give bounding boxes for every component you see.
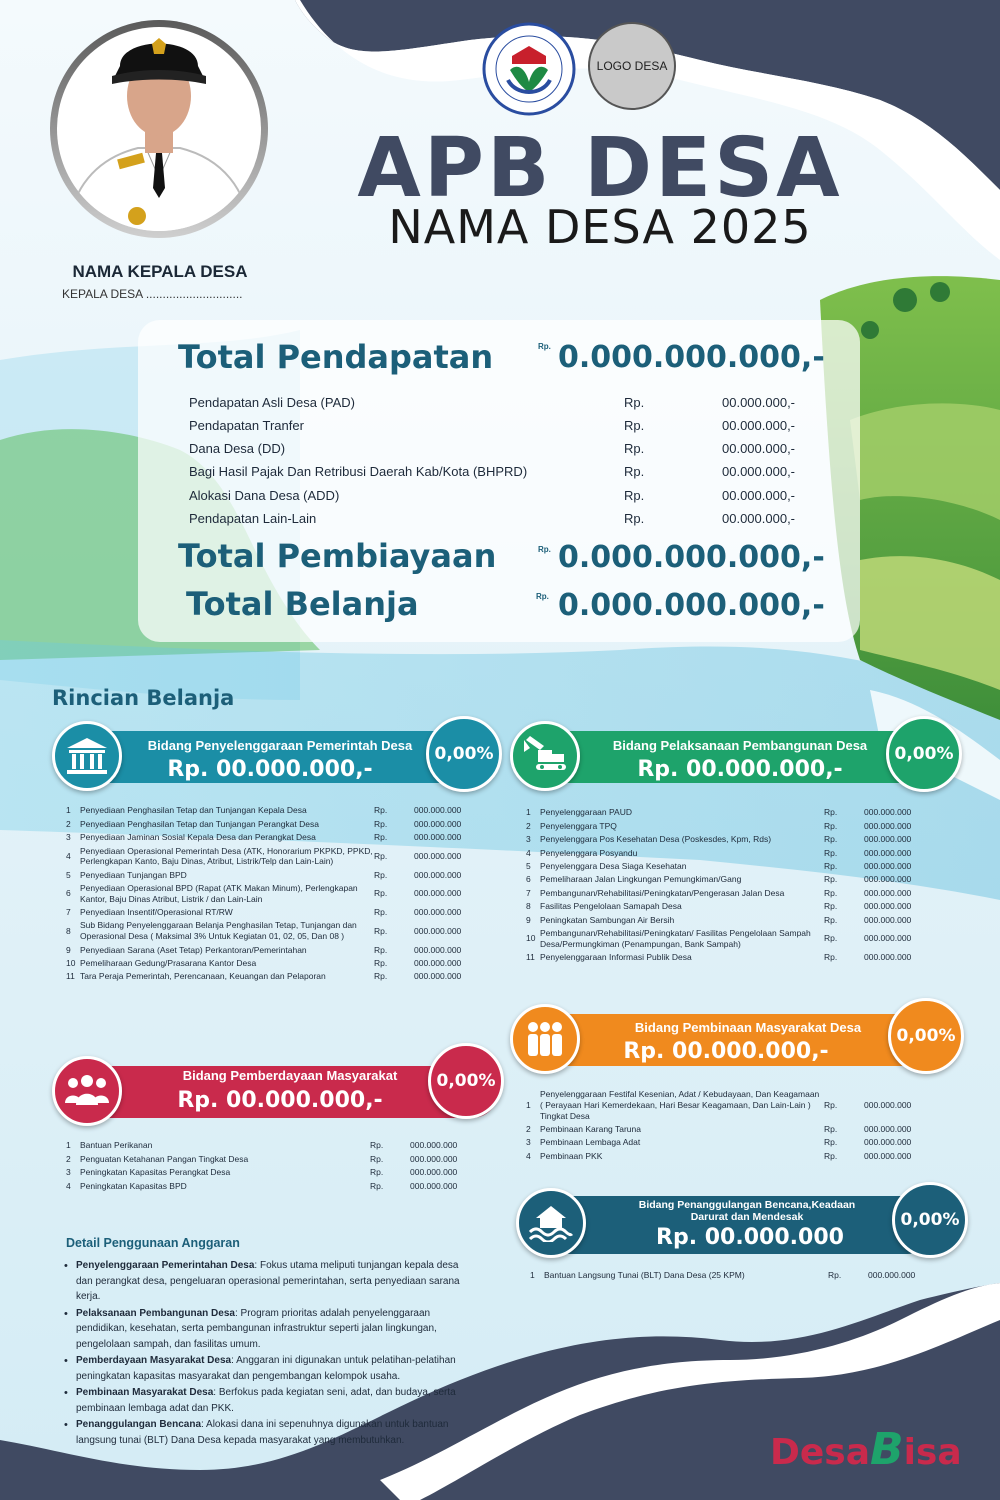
item-rp: Rp. — [374, 971, 388, 982]
item-value: 000.000.000 — [864, 847, 912, 858]
item-label: Penyediaan Insentif/Operasional RT/RW — [80, 907, 233, 918]
brand-letter-b-icon: B — [870, 1424, 904, 1475]
items-table-pembangunan — [526, 806, 916, 964]
table-row — [526, 1123, 916, 1136]
item-label: Penyediaan Operasional BPD (Rapat (ATK Makan Minum), Perlengkapan Kantor, Baju Dinas Atribut, Listrik / dan Lain-Lain — [80, 883, 358, 904]
item-value: 000.000.000 — [864, 887, 912, 898]
item-rp: Rp. — [374, 818, 388, 829]
item-number: 3 — [66, 1167, 71, 1178]
income-item-rp: Rp. — [624, 395, 645, 410]
item-number: 1 — [526, 1100, 531, 1111]
flood-house-icon — [516, 1188, 586, 1258]
item-rp: Rp. — [824, 1137, 838, 1148]
item-value: 000.000.000 — [864, 933, 912, 944]
section-amount-pembangunan: Rp. 00.000.000,- — [637, 757, 843, 782]
item-rp: Rp. — [824, 807, 838, 818]
item-number: 6 — [66, 888, 71, 899]
detail-desc: : Anggaran ini digunakan untuk pelatihan-pelatihan peningkatan kapasitas masyarakat dan pengembangan kelompok usaha. — [76, 1355, 456, 1382]
item-label: Pembinaan PKK — [540, 1150, 603, 1161]
table-row — [66, 943, 466, 956]
item-number: 2 — [66, 818, 71, 829]
item-rp: Rp. — [824, 1124, 838, 1135]
item-rp: Rp. — [374, 869, 388, 880]
table-row — [526, 1088, 916, 1123]
community-group-icon — [52, 1056, 122, 1126]
table-row — [526, 846, 916, 859]
item-number: 2 — [526, 1124, 531, 1135]
item-rp: Rp. — [824, 887, 838, 898]
item-rp: Rp. — [828, 1270, 842, 1281]
item-label: Penyelenggaraan PAUD — [540, 807, 632, 818]
income-item-rp: Rp. — [624, 441, 645, 456]
item-value: 000.000.000 — [414, 888, 462, 899]
income-item-value: 00.000.000,- — [722, 441, 796, 456]
table-row — [526, 806, 916, 819]
item-rp: Rp. — [824, 952, 838, 963]
item-number: 11 — [526, 952, 535, 963]
item-number: 3 — [66, 832, 71, 843]
detail-title: Detail Penggunaan Anggaran — [66, 1236, 240, 1250]
item-rp: Rp. — [370, 1153, 384, 1164]
table-row — [66, 1139, 462, 1152]
table-row — [526, 951, 916, 964]
item-number: 5 — [66, 869, 71, 880]
total-pembiayaan-rp: Rp. — [538, 545, 551, 554]
item-number: 1 — [66, 805, 71, 816]
table-row — [66, 804, 466, 817]
section-amount-pembinaan: Rp. 00.000.000,- — [623, 1039, 829, 1064]
list-item — [62, 1258, 462, 1305]
income-item-label: Bagi Hasil Pajak Dan Retribusi Daerah Kab/Kota (BHPRD) — [189, 464, 528, 479]
item-number: 1 — [66, 1140, 71, 1151]
table-row — [66, 1152, 462, 1165]
item-rp: Rp. — [824, 861, 838, 872]
item-number: 4 — [66, 1180, 71, 1191]
item-value: 000.000.000 — [414, 869, 462, 880]
brand-part-isa: isa — [903, 1432, 962, 1473]
item-label: Pemeliharaan Gedung/Prasarana Kantor Desa — [80, 957, 257, 968]
item-label: Bantuan Langsung Tunai (BLT) Dana Desa (25 KPM) — [544, 1270, 745, 1281]
rincian-belanja-title: Rincian Belanja — [52, 686, 235, 710]
section-title-pembinaan: Bidang Pembinaan Masyarakat Desa — [634, 1020, 862, 1035]
section-title-pemberdayaan: Bidang Pemberdayaan Masyarakat — [182, 1068, 398, 1083]
village-head-name: NAMA KEPALA DESA — [72, 262, 248, 281]
section-title-bencana: Bidang Penanggulangan Bencana,Keadaan Darurat dan Mendesak — [638, 1199, 856, 1223]
item-rp: Rp. — [374, 832, 388, 843]
poster-title: APB DESA — [357, 121, 843, 216]
item-number: 7 — [66, 907, 71, 918]
item-number: 7 — [526, 887, 531, 898]
desabisa-logo — [770, 1424, 970, 1480]
item-rp: Rp. — [374, 907, 388, 918]
excavator-icon — [510, 721, 580, 791]
section-percent-pembinaan: 0,00% — [888, 998, 964, 1074]
item-value: 000.000.000 — [864, 861, 912, 872]
item-rp: Rp. — [374, 850, 388, 861]
item-value: 000.000.000 — [864, 834, 912, 845]
table-row — [66, 882, 466, 906]
table-row — [530, 1269, 920, 1282]
income-item-value: 00.000.000,- — [722, 464, 796, 479]
table-row — [66, 1166, 462, 1179]
item-label: Penyediaan Penghasilan Tetap dan Tunjangan Perangkat Desa — [80, 818, 319, 829]
section-title-pemerintahan: Bidang Penyelenggaraan Pemerintah Desa — [147, 738, 413, 753]
income-item-value: 00.000.000,- — [722, 511, 796, 526]
table-row — [526, 886, 916, 899]
item-value: 000.000.000 — [410, 1167, 458, 1178]
item-value: 000.000.000 — [864, 1150, 912, 1161]
item-value: 000.000.000 — [414, 832, 462, 843]
detail-desc: : Program prioritas adalah penyelenggaraan pendidikan, kesehatan, serta pembangunan infrastruktur seperti jalan lingkungan, pengelolaan sampah, dan fasilitas umum. — [76, 1307, 437, 1350]
section-percent-bencana: 0,00% — [892, 1182, 968, 1258]
items-table-bencana — [530, 1269, 920, 1282]
detail-term: Penyelenggaraan Pemerintahan Desa — [76, 1260, 255, 1271]
table-row — [66, 970, 466, 983]
item-value: 000.000.000 — [414, 957, 462, 968]
detail-term: Pembinaan Masyarakat Desa — [76, 1387, 214, 1398]
item-number: 8 — [526, 901, 531, 912]
item-number: 3 — [526, 1137, 531, 1148]
section-amount-pemberdayaan: Rp. 00.000.000,- — [177, 1088, 383, 1113]
items-table-pemberdayaan — [66, 1139, 462, 1193]
item-rp: Rp. — [374, 888, 388, 899]
section-percent-pemberdayaan: 0,00% — [428, 1043, 504, 1119]
item-label: Penyelenggara Posyandu — [540, 847, 638, 858]
items-table-pemerintahan — [66, 804, 466, 983]
item-value: 000.000.000 — [410, 1153, 458, 1164]
item-value: 000.000.000 — [410, 1180, 458, 1191]
item-rp: Rp. — [824, 820, 838, 831]
item-label: Fasilitas Pengelolaan Samapah Desa — [540, 901, 682, 912]
detail-term: Pelaksanaan Pembangunan Desa — [76, 1307, 235, 1319]
item-rp: Rp. — [374, 944, 388, 955]
income-item-rp: Rp. — [624, 464, 645, 479]
list-item — [62, 1385, 462, 1416]
item-rp: Rp. — [824, 914, 838, 925]
item-label: Tara Peraja Pemerintah, Perencanaan, Keuangan dan Pelaporan — [80, 971, 326, 982]
item-number: 5 — [526, 861, 531, 872]
income-item-label: Pendapatan Asli Desa (PAD) — [189, 395, 355, 410]
item-value: 000.000.000 — [864, 1137, 912, 1148]
brand-part-desa: Desa — [770, 1432, 871, 1473]
government-building-icon — [52, 721, 122, 791]
item-value: 000.000.000 — [410, 1140, 458, 1151]
income-item-rp: Rp. — [624, 488, 645, 503]
item-label: Pembangunan/Rehabilitasi/Peningkatan/Pengerasan Jalan Desa — [540, 887, 785, 898]
table-row — [66, 1179, 462, 1192]
item-number: 2 — [66, 1153, 71, 1164]
people-group-icon — [510, 1004, 580, 1074]
item-value: 000.000.000 — [414, 818, 462, 829]
item-number: 9 — [526, 914, 531, 925]
item-number: 10 — [526, 933, 536, 944]
table-row — [526, 860, 916, 873]
item-label: Bantuan Perikanan — [80, 1140, 153, 1151]
item-value: 000.000.000 — [414, 925, 462, 936]
item-number: 2 — [526, 820, 531, 831]
detail-term: Penanggulangan Bencana — [76, 1419, 202, 1430]
detail-term: Pemberdayaan Masyarakat Desa — [76, 1355, 232, 1366]
item-label: Pembinaan Karang Taruna — [540, 1124, 641, 1135]
item-label: Penyelenggaraan Informasi Publik Desa — [540, 952, 692, 963]
item-label: Peningkatan Kapasitas BPD — [80, 1180, 187, 1191]
table-row — [66, 817, 466, 830]
detail-list — [62, 1258, 462, 1449]
village-logo-placeholder: LOGO DESA — [588, 22, 676, 110]
section-percent-pemerintahan: 0,00% — [426, 716, 502, 792]
table-row — [526, 927, 916, 951]
table-row — [66, 868, 466, 881]
item-value: 000.000.000 — [864, 1124, 912, 1135]
item-number: 6 — [526, 874, 531, 885]
list-item — [62, 1306, 462, 1353]
item-value: 000.000.000 — [864, 952, 912, 963]
table-row — [526, 1136, 916, 1149]
income-item-rp: Rp. — [624, 418, 645, 433]
table-row — [526, 819, 916, 832]
item-value: 000.000.000 — [414, 850, 462, 861]
section-percent-pembangunan: 0,00% — [886, 716, 962, 792]
list-item — [62, 1353, 462, 1384]
table-row — [526, 913, 916, 926]
item-value: 000.000.000 — [864, 874, 912, 885]
item-label: Peningkatan Kapasitas Perangkat Desa — [80, 1167, 231, 1178]
item-value: 000.000.000 — [868, 1270, 916, 1281]
item-label: Penguatan Ketahanan Pangan Tingkat Desa — [80, 1153, 249, 1164]
item-number: 1 — [530, 1270, 535, 1281]
poster-subtitle: NAMA DESA 2025 — [388, 200, 812, 254]
detail-desc: : Alokasi dana ini sepenuhnya digunakan untuk bantuan langsung tunai (BLT) Dana Desa kepada masyarakat yang membutuhkan. — [76, 1419, 449, 1446]
table-row — [526, 900, 916, 913]
item-rp: Rp. — [374, 957, 388, 968]
item-value: 000.000.000 — [864, 914, 912, 925]
ministry-logo — [482, 22, 576, 116]
item-label: Penyediaan Penghasilan Tetap dan Tunjangan Kepala Desa — [80, 805, 307, 816]
item-label: Penyelenggara Pos Kesehatan Desa (Poskesdes, Kpm, Rds) — [540, 834, 772, 845]
item-rp: Rp. — [374, 925, 388, 936]
item-label: Pembangunan/Rehabilitasi/Peningkatan/ Fasilitas Pengelolaan Sampah Desa/Permungkiman (Penampungan, Bank Sampah) — [540, 928, 811, 949]
total-pembiayaan-label: Total Pembiayaan — [178, 537, 497, 575]
item-label: Penyelenggara Desa Siaga Kesehatan — [540, 861, 687, 872]
total-belanja-label: Total Belanja — [186, 585, 419, 623]
item-label: Penyediaan Operasional Pemerintah Desa (ATK, Honorarium PKPKD, PPKD, Perlengkapan Kanto, Baju Dinas, Atribut, Listrik/Telp dan Lain-Lain) — [80, 845, 373, 867]
total-belanja-value: 0.000.000.000,- — [558, 588, 825, 623]
item-label: Penyediaan Jaminan Sosial Kepala Desa dan Perangkat Desa — [80, 832, 316, 843]
section-amount-pemerintahan: Rp. 00.000.000,- — [167, 757, 373, 782]
section-amount-bencana: Rp. 00.000.000 — [656, 1225, 844, 1250]
item-label: Sub Bidang Penyelenggaraan Belanja Penghasilan Tetap, Tunjangan dan Operasional Desa ( Maksimal 3% Untuk Kegiatan 01, 02, 05, Dan 08 ) — [80, 920, 357, 942]
income-item-label: Pendapatan Tranfer — [189, 418, 304, 433]
table-row — [526, 873, 916, 886]
income-item-label: Dana Desa (DD) — [189, 441, 286, 456]
income-item-value: 00.000.000,- — [722, 418, 796, 433]
item-number: 4 — [66, 850, 71, 861]
table-row — [66, 844, 466, 868]
item-value: 000.000.000 — [414, 944, 462, 955]
item-number: 9 — [66, 944, 71, 955]
income-item-value: 00.000.000,- — [722, 488, 796, 503]
item-value: 000.000.000 — [864, 1100, 912, 1111]
item-rp: Rp. — [370, 1140, 384, 1151]
item-rp: Rp. — [824, 1150, 838, 1161]
item-label: Penyediaan Tunjangan BPD — [80, 869, 187, 880]
total-pendapatan-value: 0.000.000.000,- — [558, 340, 825, 375]
item-value: 000.000.000 — [864, 820, 912, 831]
item-label: Penyelenggara TPQ — [540, 820, 617, 831]
total-pendapatan-rp: Rp. — [538, 342, 551, 351]
table-row — [526, 833, 916, 846]
total-pendapatan-label: Total Pendapatan — [178, 338, 494, 376]
list-item — [62, 1417, 462, 1448]
item-rp: Rp. — [824, 847, 838, 858]
item-rp: Rp. — [370, 1180, 384, 1191]
item-number: 4 — [526, 847, 531, 858]
item-number: 11 — [66, 971, 75, 982]
item-value: 000.000.000 — [414, 907, 462, 918]
item-value: 000.000.000 — [864, 807, 912, 818]
table-row — [66, 831, 466, 844]
section-title-pembangunan: Bidang Pelaksanaan Pembangunan Desa — [612, 738, 868, 753]
item-number: 8 — [66, 925, 71, 936]
item-value: 000.000.000 — [864, 901, 912, 912]
item-value: 000.000.000 — [414, 805, 462, 816]
total-belanja-rp: Rp. — [536, 592, 549, 601]
item-value: 000.000.000 — [414, 971, 462, 982]
item-number: 1 — [526, 807, 531, 818]
table-row — [526, 1149, 916, 1162]
item-rp: Rp. — [824, 901, 838, 912]
table-row — [66, 957, 466, 970]
item-rp: Rp. — [370, 1167, 384, 1178]
total-pembiayaan-value: 0.000.000.000,- — [558, 540, 825, 575]
item-label: Penyelenggaraan Festifal Kesenian, Adat / Kebudayaan, Dan Keagamaan ( Perayaan Hari Kemerdekaan, Hari Besar Keagamaan, Dan Lain-Lain ) Tingkat Desa — [540, 1089, 820, 1121]
items-table-pembinaan — [526, 1088, 916, 1163]
village-head-portrait — [48, 18, 270, 240]
village-head-title: KEPALA DESA ............................. — [62, 287, 243, 301]
item-label: Pemeliharaan Jalan Lingkungan Pemungkiman/Gang — [540, 874, 742, 885]
table-row — [66, 919, 466, 943]
item-rp: Rp. — [374, 805, 388, 816]
income-item-value: 00.000.000,- — [722, 395, 796, 410]
item-rp: Rp. — [824, 874, 838, 885]
detail-desc: : Fokus utama meliputi tunjangan kepala desa dan perangkat desa, pengeluaran operasional pemerintahan, serta penyediaan sarana kerja. — [76, 1260, 460, 1302]
detail-desc: : Berfokus pada kegiatan seni, adat, dan budaya, serta pembinaan lembaga adat dan PKK. — [76, 1387, 456, 1414]
income-item-label: Alokasi Dana Desa (ADD) — [189, 488, 340, 503]
item-number: 3 — [526, 834, 531, 845]
item-rp: Rp. — [824, 1100, 838, 1111]
item-label: Penyediaan Sarana (Aset Tetap) Perkantoran/Pemerintahan — [80, 944, 307, 955]
item-number: 10 — [66, 957, 76, 968]
item-rp: Rp. — [824, 834, 838, 845]
income-item-rp: Rp. — [624, 511, 645, 526]
item-label: Peningkatan Sambungan Air Bersih — [540, 914, 675, 925]
item-label: Pembinaan Lembaga Adat — [540, 1137, 641, 1148]
table-row — [66, 906, 466, 919]
item-number: 4 — [526, 1150, 531, 1161]
item-rp: Rp. — [824, 933, 838, 944]
income-item-label: Pendapatan Lain-Lain — [189, 511, 317, 526]
